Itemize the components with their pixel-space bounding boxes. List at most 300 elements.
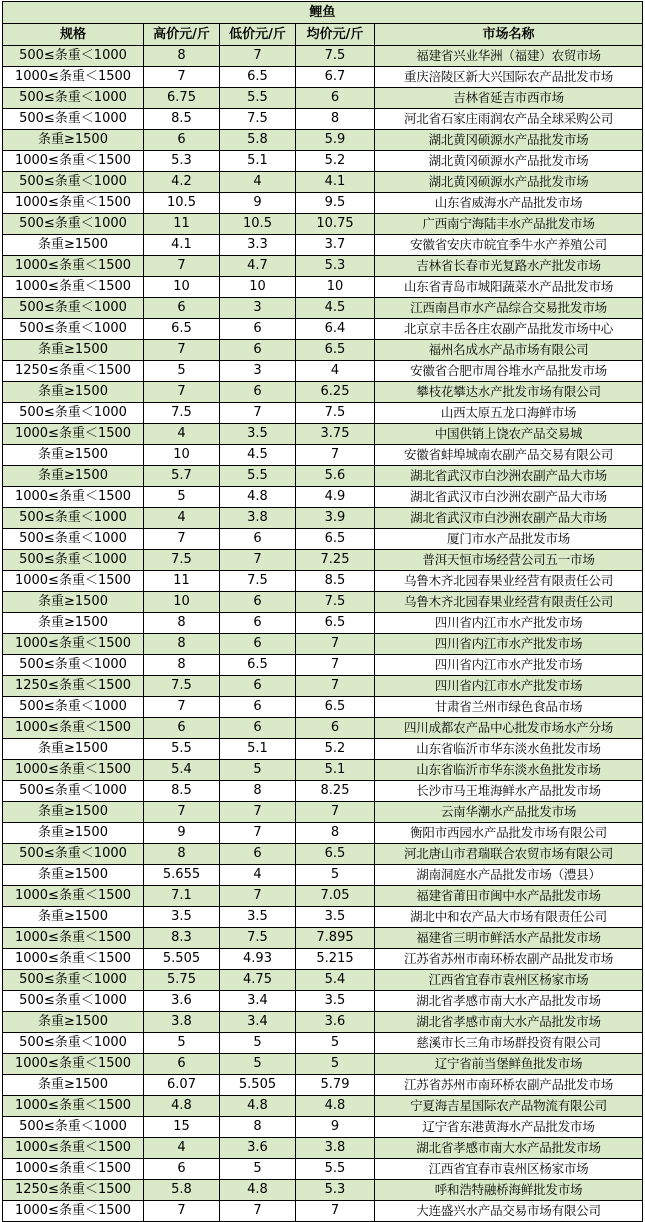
table-row xyxy=(3,760,643,781)
avg-price-cell: 5.3 xyxy=(296,256,375,277)
market-cell: 辽宁省前当堡鲜鱼批发市场 xyxy=(375,1054,643,1075)
table-row xyxy=(3,1033,643,1054)
high-price-cell: 6.75 xyxy=(144,88,220,109)
spec-cell: 500≤条重＜1000 xyxy=(3,1033,144,1054)
high-price-cell: 5.8 xyxy=(144,1180,220,1201)
low-price-cell: 6 xyxy=(220,634,296,655)
low-price-cell: 8 xyxy=(220,1117,296,1138)
avg-price-cell: 5 xyxy=(296,1033,375,1054)
table-row xyxy=(3,1117,643,1138)
header-avg-price: 均价元/斤 xyxy=(296,24,375,46)
low-price-cell: 6 xyxy=(220,676,296,697)
avg-price-cell: 6.5 xyxy=(296,529,375,550)
high-price-cell: 3.8 xyxy=(144,1012,220,1033)
spec-cell: 1000≤条重＜1500 xyxy=(3,571,144,592)
avg-price-cell: 4.5 xyxy=(296,298,375,319)
avg-price-cell: 7.05 xyxy=(296,886,375,907)
spec-cell: 1000≤条重＜1500 xyxy=(3,634,144,655)
market-cell: 湖北省孝感市南大水产品批发市场 xyxy=(375,1138,643,1159)
market-cell: 河北唐山市君瑞联合农贸市场有限公司 xyxy=(375,844,643,865)
table-row xyxy=(3,130,643,151)
high-price-cell: 7 xyxy=(144,340,220,361)
market-cell: 呼和浩特融桥海鲜批发市场 xyxy=(375,1180,643,1201)
market-cell: 山东省青岛市城阳蔬菜水产品批发市场 xyxy=(375,277,643,298)
low-price-cell: 6 xyxy=(220,697,296,718)
avg-price-cell: 5.79 xyxy=(296,1075,375,1096)
high-price-cell: 8 xyxy=(144,844,220,865)
high-price-cell: 7 xyxy=(144,1201,220,1222)
market-cell: 湖北省孝感市南大水产品批发市场 xyxy=(375,991,643,1012)
table-row xyxy=(3,655,643,676)
table-row xyxy=(3,88,643,109)
high-price-cell: 4.2 xyxy=(144,172,220,193)
low-price-cell: 6 xyxy=(220,529,296,550)
market-cell: 福建省兴业华洲（福建）农贸市场 xyxy=(375,46,643,67)
spec-cell: 500≤条重＜1000 xyxy=(3,46,144,67)
spec-cell: 条重≥1500 xyxy=(3,907,144,928)
market-cell: 湖北省孝感市南大水产品批发市场 xyxy=(375,1012,643,1033)
low-price-cell: 7.5 xyxy=(220,109,296,130)
avg-price-cell: 5.2 xyxy=(296,739,375,760)
table-row xyxy=(3,571,643,592)
low-price-cell: 7 xyxy=(220,46,296,67)
high-price-cell: 4 xyxy=(144,424,220,445)
high-price-cell: 10 xyxy=(144,592,220,613)
avg-price-cell: 6 xyxy=(296,88,375,109)
market-cell: 山东省威海水产品批发市场 xyxy=(375,193,643,214)
spec-cell: 500≤条重＜1000 xyxy=(3,319,144,340)
avg-price-cell: 7 xyxy=(296,802,375,823)
high-price-cell: 5.3 xyxy=(144,151,220,172)
avg-price-cell: 6.5 xyxy=(296,697,375,718)
low-price-cell: 7 xyxy=(220,823,296,844)
high-price-cell: 8.5 xyxy=(144,109,220,130)
market-cell: 安徽省蚌埠城南农副产品交易有限公司 xyxy=(375,445,643,466)
table-row xyxy=(3,193,643,214)
low-price-cell: 6 xyxy=(220,340,296,361)
spec-cell: 500≤条重＜1000 xyxy=(3,970,144,991)
high-price-cell: 5.7 xyxy=(144,466,220,487)
high-price-cell: 7 xyxy=(144,382,220,403)
high-price-cell: 8.3 xyxy=(144,928,220,949)
market-cell: 山东省临沂市华东淡水鱼批发市场 xyxy=(375,760,643,781)
avg-price-cell: 5.5 xyxy=(296,1159,375,1180)
header-spec: 规格 xyxy=(3,24,144,46)
low-price-cell: 3 xyxy=(220,298,296,319)
table-row xyxy=(3,172,643,193)
high-price-cell: 8 xyxy=(144,634,220,655)
spec-cell: 条重≥1500 xyxy=(3,340,144,361)
market-cell: 乌鲁木齐北园春果业经营有限责任公司 xyxy=(375,592,643,613)
high-price-cell: 8 xyxy=(144,655,220,676)
spec-cell: 500≤条重＜1000 xyxy=(3,655,144,676)
spec-cell: 1000≤条重＜1500 xyxy=(3,1138,144,1159)
low-price-cell: 3.4 xyxy=(220,1012,296,1033)
avg-price-cell: 6.25 xyxy=(296,382,375,403)
header-market: 市场名称 xyxy=(375,24,643,46)
price-table xyxy=(2,1,643,1222)
table-row xyxy=(3,1138,643,1159)
table-row xyxy=(3,445,643,466)
market-cell: 大连盛兴水产品交易市场有限公司 xyxy=(375,1201,643,1222)
table-row xyxy=(3,256,643,277)
high-price-cell: 8.5 xyxy=(144,781,220,802)
spec-cell: 条重≥1500 xyxy=(3,592,144,613)
avg-price-cell: 4 xyxy=(296,361,375,382)
spec-cell: 500≤条重＜1000 xyxy=(3,298,144,319)
avg-price-cell: 3.9 xyxy=(296,508,375,529)
spec-cell: 1000≤条重＜1500 xyxy=(3,949,144,970)
table-row xyxy=(3,823,643,844)
spec-cell: 1000≤条重＜1500 xyxy=(3,487,144,508)
high-price-cell: 5 xyxy=(144,487,220,508)
high-price-cell: 15 xyxy=(144,1117,220,1138)
high-price-cell: 6.5 xyxy=(144,319,220,340)
header-row xyxy=(3,24,643,46)
market-cell: 甘肃省兰州市绿色食品市场 xyxy=(375,697,643,718)
spec-cell: 1250≤条重＜1500 xyxy=(3,361,144,382)
table-row xyxy=(3,1054,643,1075)
spec-cell: 条重≥1500 xyxy=(3,235,144,256)
market-cell: 四川省内江市水产批发市场 xyxy=(375,655,643,676)
low-price-cell: 9 xyxy=(220,193,296,214)
table-row xyxy=(3,1096,643,1117)
table-row xyxy=(3,361,643,382)
low-price-cell: 5.5 xyxy=(220,88,296,109)
low-price-cell: 3.3 xyxy=(220,235,296,256)
spec-cell: 1000≤条重＜1500 xyxy=(3,1201,144,1222)
low-price-cell: 10.5 xyxy=(220,214,296,235)
market-cell: 长沙市马王堆海鲜水产品批发市场 xyxy=(375,781,643,802)
market-cell: 湖南洞庭水产品批发市场（澧县） xyxy=(375,865,643,886)
table-row xyxy=(3,403,643,424)
spec-cell: 条重≥1500 xyxy=(3,823,144,844)
low-price-cell: 4.75 xyxy=(220,970,296,991)
table-row xyxy=(3,1159,643,1180)
low-price-cell: 5.1 xyxy=(220,151,296,172)
high-price-cell: 5 xyxy=(144,361,220,382)
title-row xyxy=(3,2,643,24)
low-price-cell: 4.5 xyxy=(220,445,296,466)
low-price-cell: 10 xyxy=(220,277,296,298)
low-price-cell: 5.1 xyxy=(220,739,296,760)
low-price-cell: 5 xyxy=(220,760,296,781)
spec-cell: 条重≥1500 xyxy=(3,445,144,466)
low-price-cell: 6 xyxy=(220,613,296,634)
spec-cell: 500≤条重＜1000 xyxy=(3,88,144,109)
high-price-cell: 10.5 xyxy=(144,193,220,214)
spec-cell: 500≤条重＜1000 xyxy=(3,529,144,550)
table-row xyxy=(3,676,643,697)
avg-price-cell: 8.5 xyxy=(296,571,375,592)
avg-price-cell: 5.3 xyxy=(296,1180,375,1201)
market-cell: 江西南昌市水产品综合交易批发市场 xyxy=(375,298,643,319)
spec-cell: 条重≥1500 xyxy=(3,130,144,151)
market-cell: 湖北黄冈硕源水产品批发市场 xyxy=(375,130,643,151)
avg-price-cell: 6.7 xyxy=(296,67,375,88)
avg-price-cell: 5 xyxy=(296,865,375,886)
low-price-cell: 3.4 xyxy=(220,991,296,1012)
header-low-price: 低价元/斤 xyxy=(220,24,296,46)
table-row xyxy=(3,949,643,970)
high-price-cell: 7.5 xyxy=(144,676,220,697)
table-row xyxy=(3,466,643,487)
avg-price-cell: 6.5 xyxy=(296,613,375,634)
table-row xyxy=(3,970,643,991)
market-cell: 江西省宜春市袁州区杨家市场 xyxy=(375,970,643,991)
high-price-cell: 4 xyxy=(144,1138,220,1159)
avg-price-cell: 7 xyxy=(296,445,375,466)
avg-price-cell: 6.5 xyxy=(296,340,375,361)
low-price-cell: 5 xyxy=(220,1033,296,1054)
avg-price-cell: 5.215 xyxy=(296,949,375,970)
spec-cell: 1250≤条重＜1500 xyxy=(3,1180,144,1201)
market-cell: 福建省莆田市闽中水产品批发市场 xyxy=(375,886,643,907)
avg-price-cell: 5.4 xyxy=(296,970,375,991)
spec-cell: 1000≤条重＜1500 xyxy=(3,928,144,949)
table-row xyxy=(3,487,643,508)
high-price-cell: 4 xyxy=(144,508,220,529)
low-price-cell: 4.7 xyxy=(220,256,296,277)
low-price-cell: 5.5 xyxy=(220,466,296,487)
high-price-cell: 8 xyxy=(144,613,220,634)
market-cell: 福建省三明市鲜活水产品批发市场 xyxy=(375,928,643,949)
table-row xyxy=(3,697,643,718)
market-cell: 吉林省延吉市西市场 xyxy=(375,88,643,109)
market-cell: 乌鲁木齐北园春果业经营有限责任公司 xyxy=(375,571,643,592)
high-price-cell: 6 xyxy=(144,130,220,151)
high-price-cell: 7.5 xyxy=(144,550,220,571)
low-price-cell: 6 xyxy=(220,718,296,739)
table-row xyxy=(3,991,643,1012)
avg-price-cell: 8.25 xyxy=(296,781,375,802)
table-title: 鲤鱼 xyxy=(3,2,643,24)
spec-cell: 1000≤条重＜1500 xyxy=(3,67,144,88)
high-price-cell: 5.75 xyxy=(144,970,220,991)
table-row xyxy=(3,550,643,571)
spec-cell: 1000≤条重＜1500 xyxy=(3,424,144,445)
header-high-price: 高价元/斤 xyxy=(144,24,220,46)
table-row xyxy=(3,319,643,340)
spec-cell: 1000≤条重＜1500 xyxy=(3,718,144,739)
table-row xyxy=(3,844,643,865)
table-row xyxy=(3,298,643,319)
market-cell: 慈溪市长三角市场群投资有限公司 xyxy=(375,1033,643,1054)
table-row xyxy=(3,781,643,802)
high-price-cell: 10 xyxy=(144,277,220,298)
avg-price-cell: 3.5 xyxy=(296,991,375,1012)
avg-price-cell: 3.6 xyxy=(296,1012,375,1033)
market-cell: 厦门市水产品批发市场 xyxy=(375,529,643,550)
high-price-cell: 6 xyxy=(144,1054,220,1075)
low-price-cell: 6 xyxy=(220,382,296,403)
low-price-cell: 3.5 xyxy=(220,424,296,445)
low-price-cell: 5.505 xyxy=(220,1075,296,1096)
low-price-cell: 8 xyxy=(220,781,296,802)
high-price-cell: 7 xyxy=(144,802,220,823)
avg-price-cell: 3.7 xyxy=(296,235,375,256)
avg-price-cell: 7 xyxy=(296,1201,375,1222)
spec-cell: 条重≥1500 xyxy=(3,739,144,760)
avg-price-cell: 3.5 xyxy=(296,907,375,928)
spec-cell: 500≤条重＜1000 xyxy=(3,109,144,130)
low-price-cell: 5.8 xyxy=(220,130,296,151)
low-price-cell: 5 xyxy=(220,1159,296,1180)
market-cell: 衡阳市西园水产品批发市场有限公司 xyxy=(375,823,643,844)
market-cell: 普洱天恒市场经营公司五一市场 xyxy=(375,550,643,571)
table-row xyxy=(3,508,643,529)
spec-cell: 1000≤条重＜1500 xyxy=(3,1096,144,1117)
table-row xyxy=(3,1012,643,1033)
avg-price-cell: 5.1 xyxy=(296,760,375,781)
market-cell: 四川成都农产品中心批发市场水产分场 xyxy=(375,718,643,739)
avg-price-cell: 7 xyxy=(296,655,375,676)
spec-cell: 1000≤条重＜1500 xyxy=(3,760,144,781)
avg-price-cell: 7.5 xyxy=(296,592,375,613)
avg-price-cell: 4.8 xyxy=(296,1096,375,1117)
low-price-cell: 7 xyxy=(220,802,296,823)
avg-price-cell: 7.5 xyxy=(296,403,375,424)
avg-price-cell: 9.5 xyxy=(296,193,375,214)
market-cell: 宁夏海吉星国际农产品物流有限公司 xyxy=(375,1096,643,1117)
spec-cell: 1250≤条重＜1500 xyxy=(3,676,144,697)
low-price-cell: 7 xyxy=(220,403,296,424)
market-cell: 江西省宜春市袁州区杨家市场 xyxy=(375,1159,643,1180)
table-row xyxy=(3,634,643,655)
low-price-cell: 6 xyxy=(220,592,296,613)
avg-price-cell: 7.25 xyxy=(296,550,375,571)
high-price-cell: 6 xyxy=(144,1159,220,1180)
high-price-cell: 7.5 xyxy=(144,403,220,424)
high-price-cell: 5.505 xyxy=(144,949,220,970)
low-price-cell: 7.5 xyxy=(220,928,296,949)
spec-cell: 条重≥1500 xyxy=(3,1012,144,1033)
market-cell: 广西南宁海陆丰水产品批发市场 xyxy=(375,214,643,235)
table-row xyxy=(3,46,643,67)
high-price-cell: 9 xyxy=(144,823,220,844)
spec-cell: 1000≤条重＜1500 xyxy=(3,193,144,214)
avg-price-cell: 3.8 xyxy=(296,1138,375,1159)
table-row xyxy=(3,802,643,823)
spec-cell: 条重≥1500 xyxy=(3,466,144,487)
high-price-cell: 3.5 xyxy=(144,907,220,928)
low-price-cell: 4 xyxy=(220,172,296,193)
market-cell: 安徽省合肥市周谷堆水产品批发市场 xyxy=(375,361,643,382)
market-cell: 辽宁省东港黄海水产品批发市场 xyxy=(375,1117,643,1138)
high-price-cell: 10 xyxy=(144,445,220,466)
table-row xyxy=(3,214,643,235)
avg-price-cell: 7 xyxy=(296,634,375,655)
low-price-cell: 5 xyxy=(220,1054,296,1075)
avg-price-cell: 5.9 xyxy=(296,130,375,151)
market-cell: 湖北黄冈硕源水产品批发市场 xyxy=(375,151,643,172)
high-price-cell: 5 xyxy=(144,1033,220,1054)
high-price-cell: 6 xyxy=(144,298,220,319)
spec-cell: 条重≥1500 xyxy=(3,865,144,886)
spec-cell: 1000≤条重＜1500 xyxy=(3,256,144,277)
high-price-cell: 7 xyxy=(144,529,220,550)
high-price-cell: 7.1 xyxy=(144,886,220,907)
low-price-cell: 4.8 xyxy=(220,487,296,508)
spec-cell: 1000≤条重＜1500 xyxy=(3,1159,144,1180)
avg-price-cell: 6.4 xyxy=(296,319,375,340)
market-cell: 湖北中和农产品大市场有限责任公司 xyxy=(375,907,643,928)
table-row xyxy=(3,424,643,445)
low-price-cell: 4.8 xyxy=(220,1096,296,1117)
market-cell: 福州名成水产品市场有限公司 xyxy=(375,340,643,361)
avg-price-cell: 4.9 xyxy=(296,487,375,508)
low-price-cell: 3.8 xyxy=(220,508,296,529)
spec-cell: 条重≥1500 xyxy=(3,1075,144,1096)
spec-cell: 500≤条重＜1000 xyxy=(3,214,144,235)
low-price-cell: 6.5 xyxy=(220,67,296,88)
table-row xyxy=(3,277,643,298)
market-cell: 江苏省苏州市南环桥农副产品批发市场 xyxy=(375,1075,643,1096)
avg-price-cell: 5.2 xyxy=(296,151,375,172)
market-cell: 北京京丰岳各庄农副产品批发市场中心 xyxy=(375,319,643,340)
market-cell: 湖北省武汉市白沙洲农副产品大市场 xyxy=(375,487,643,508)
high-price-cell: 4.1 xyxy=(144,235,220,256)
spec-cell: 500≤条重＜1000 xyxy=(3,550,144,571)
table-row xyxy=(3,886,643,907)
high-price-cell: 5.655 xyxy=(144,865,220,886)
spec-cell: 条重≥1500 xyxy=(3,802,144,823)
avg-price-cell: 7 xyxy=(296,676,375,697)
low-price-cell: 3.6 xyxy=(220,1138,296,1159)
avg-price-cell: 6 xyxy=(296,718,375,739)
spec-cell: 500≤条重＜1000 xyxy=(3,1117,144,1138)
market-cell: 山东省临沂市华东淡水鱼批发市场 xyxy=(375,739,643,760)
low-price-cell: 7 xyxy=(220,550,296,571)
avg-price-cell: 8 xyxy=(296,823,375,844)
high-price-cell: 6.07 xyxy=(144,1075,220,1096)
low-price-cell: 4.93 xyxy=(220,949,296,970)
low-price-cell: 7.5 xyxy=(220,571,296,592)
low-price-cell: 3 xyxy=(220,361,296,382)
table-row xyxy=(3,151,643,172)
high-price-cell: 4.8 xyxy=(144,1096,220,1117)
table-row xyxy=(3,235,643,256)
low-price-cell: 6.5 xyxy=(220,655,296,676)
table-row xyxy=(3,739,643,760)
spec-cell: 条重≥1500 xyxy=(3,613,144,634)
market-cell: 安徽省安庆市皖宜季牛水产养殖公司 xyxy=(375,235,643,256)
low-price-cell: 6 xyxy=(220,319,296,340)
table-row xyxy=(3,67,643,88)
market-cell: 重庆涪陵区新大兴国际农产品批发市场 xyxy=(375,67,643,88)
avg-price-cell: 6.5 xyxy=(296,844,375,865)
market-cell: 中国供销上饶农产品交易城 xyxy=(375,424,643,445)
market-cell: 江苏省苏州市南环桥农副产品批发市场 xyxy=(375,949,643,970)
high-price-cell: 7 xyxy=(144,67,220,88)
table-row xyxy=(3,340,643,361)
avg-price-cell: 5 xyxy=(296,1054,375,1075)
low-price-cell: 7 xyxy=(220,1201,296,1222)
high-price-cell: 7 xyxy=(144,697,220,718)
market-cell: 湖北省武汉市白沙洲农副产品大市场 xyxy=(375,466,643,487)
spec-cell: 500≤条重＜1000 xyxy=(3,172,144,193)
table-row xyxy=(3,529,643,550)
spec-cell: 1000≤条重＜1500 xyxy=(3,151,144,172)
high-price-cell: 11 xyxy=(144,214,220,235)
high-price-cell: 7 xyxy=(144,256,220,277)
table-row xyxy=(3,592,643,613)
high-price-cell: 6 xyxy=(144,718,220,739)
low-price-cell: 3.5 xyxy=(220,907,296,928)
spec-cell: 1000≤条重＜1500 xyxy=(3,886,144,907)
avg-price-cell: 10 xyxy=(296,277,375,298)
table-body xyxy=(3,46,643,1222)
